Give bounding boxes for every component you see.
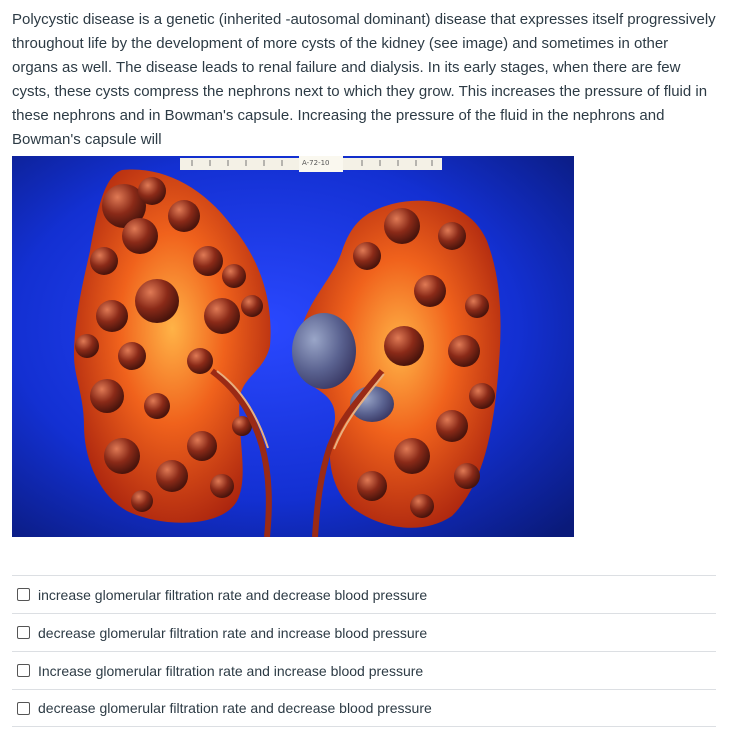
checkbox-0[interactable] bbox=[17, 588, 30, 601]
checkbox-1[interactable] bbox=[17, 626, 30, 639]
answer-option[interactable] bbox=[12, 613, 716, 651]
answer-option[interactable] bbox=[12, 689, 716, 727]
answer-list bbox=[12, 575, 716, 727]
answer-label[interactable]: Increase glomerular filtration rate and increase blood pressure bbox=[38, 662, 424, 679]
answer-label[interactable]: decrease glomerular filtration rate and decrease blood pressure bbox=[38, 700, 432, 716]
question-text: Polycystic disease is a genetic (inherited -autosomal dominant) disease that expresses itself progressively throughout life by the development of more cysts of the kidney (see image) and sometimes in other organs as well. The disease leads to renal failure and dialysis. In its early stages, when there are few cysts, these cysts compress the nephrons next to which they grow. This increases the pressure of fluid in these nephrons and in Bowman's capsule. Increasing the pressure of the fluid in the nephrons and Bowman's capsule will bbox=[12, 11, 716, 148]
ruler bbox=[180, 156, 442, 172]
checkbox-2[interactable] bbox=[17, 664, 30, 677]
checkbox-3[interactable] bbox=[17, 702, 30, 715]
answer-label[interactable]: increase glomerular filtration rate and decrease blood pressure bbox=[38, 586, 428, 603]
answer-option[interactable] bbox=[12, 651, 716, 689]
kidney-photo bbox=[12, 156, 574, 537]
ruler-label: A-72-10 bbox=[302, 159, 330, 167]
answer-option[interactable] bbox=[12, 575, 716, 613]
answer-label[interactable]: decrease glomerular filtration rate and increase blood pressure bbox=[38, 624, 428, 641]
